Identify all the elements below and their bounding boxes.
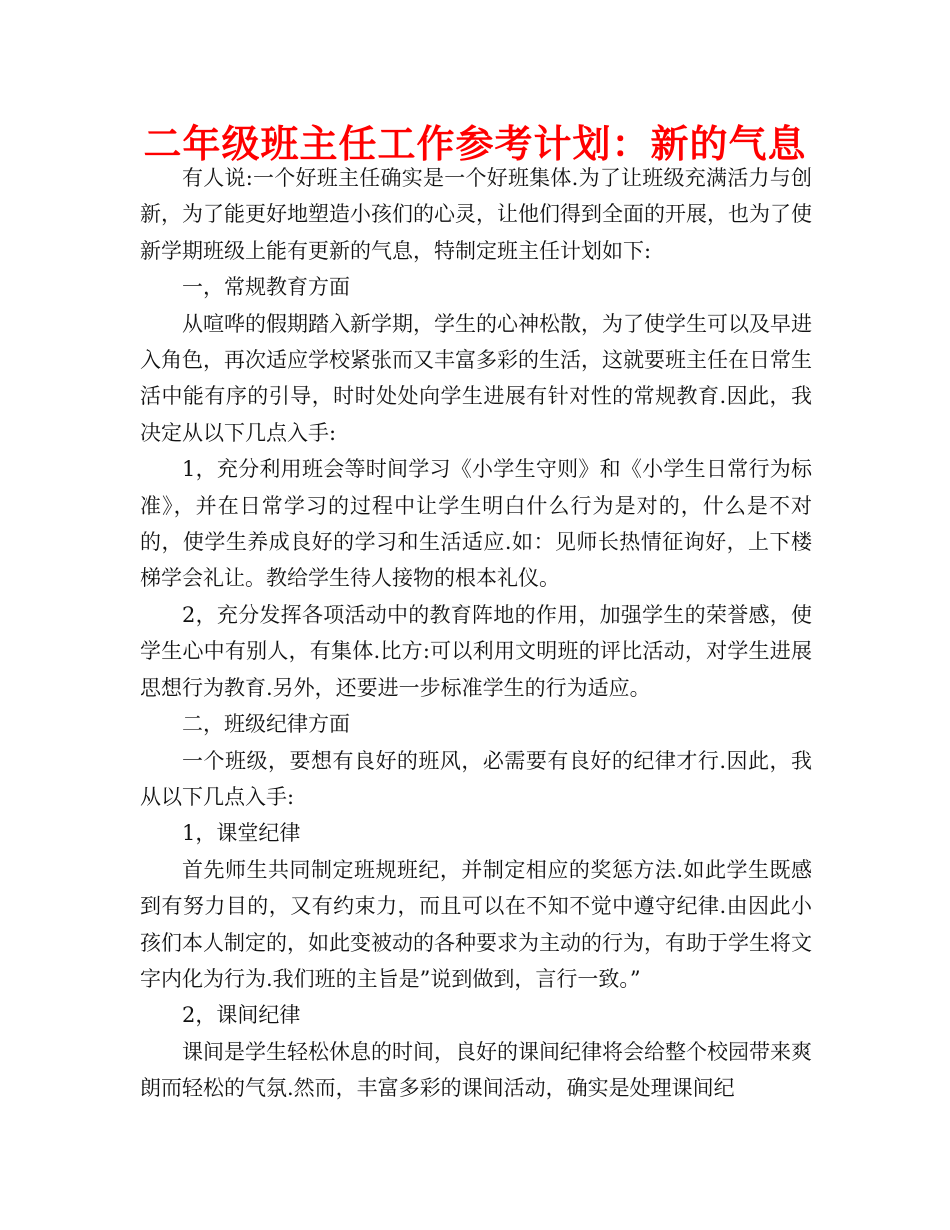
paragraph-discipline: 一个班级，要想有良好的班风，必需要有良好的纪律才行.因此，我从以下几点入手:: [140, 748, 812, 809]
section-heading-routine: 一，常规教育方面: [182, 275, 350, 300]
document-body: [140, 160, 812, 1107]
paragraph-classroom-discipline: 首先师生共同制定班规班纪，并制定相应的奖惩方法.如此学生既感到有努力目的，又有约束力，而且可以在不知不觉中遵守纪律.由因此小孩们本人制定的，如此变被动的各种要求为主动的行为，有助于学生将文字内化为行为.我们班的主旨是”说到做到，言行一致。”: [140, 857, 812, 991]
subheading-break-discipline: 2，课间纪律: [182, 1003, 301, 1028]
subheading-classroom-discipline: 1，课堂纪律: [182, 821, 301, 846]
document-title: 二年级班主任工作参考计划：新的气息: [143, 122, 807, 166]
paragraph-routine: 从喧哗的假期踏入新学期，学生的心神松散，为了使学生可以及早进入角色，再次适应学校紧张而又丰富多彩的生活，这就要班主任在日常生活中能有序的引导，时时处处向学生进展有针对性的常规教育.因此，我决定从以下几点入手:: [140, 311, 812, 445]
paragraph-routine-item-2: 2，充分发挥各项活动中的教育阵地的作用，加强学生的荣誉感，使学生心中有别人，有集体.比方:可以利用文明班的评比活动，对学生进展思想行为教育.另外，还要进一步标准学生的行为适应。: [140, 602, 812, 700]
section-heading-discipline: 二，班级纪律方面: [182, 712, 350, 737]
paragraph-intro: 有人说:一个好班主任确实是一个好班集体.为了让班级充满活力与创新，为了能更好地塑造小孩们的心灵，让他们得到全面的开展，也为了使新学期班级上能有更新的气息，特制定班主任计划如下:: [140, 166, 812, 263]
paragraph-routine-item-1: 1，充分利用班会等时间学习《小学生守则》和《小学生日常行为标准》，并在日常学习的过程中让学生明白什么行为是对的，什么是不对的，使学生养成良好的学习和生活适应.如：见师长热情征询好，上下楼梯学会礼让。教给学生待人接物的根本礼仪。: [140, 457, 812, 591]
paragraph-break-discipline: 课间是学生轻松休息的时间，良好的课间纪律将会给整个校园带来爽朗而轻松的气氛.然而，丰富多彩的课间活动，确实是处理课间纪: [140, 1039, 812, 1101]
